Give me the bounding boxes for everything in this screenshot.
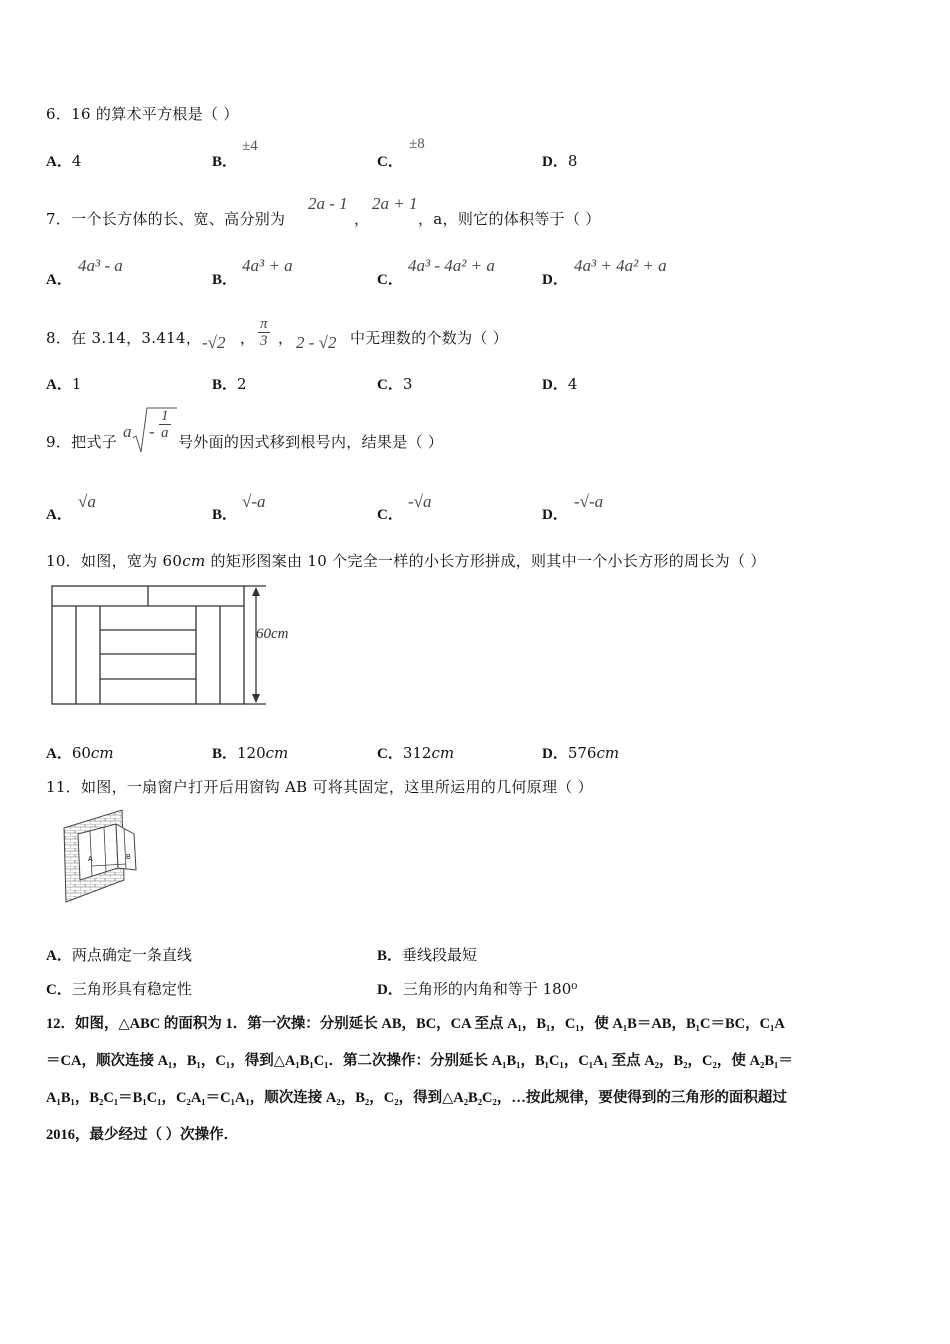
q9-option-c[interactable]: C．	[377, 507, 403, 523]
q9-stem-b: 号外面的因式移到根号内，结果是（ ）	[178, 433, 444, 451]
q8-comma-1: ，	[240, 329, 256, 347]
q6-option-c[interactable]: C．	[377, 154, 403, 170]
q11-stem: 11．如图，一扇窗户打开后用窗钩 AB 可将其固定，这里所运用的几何原理（ ）	[46, 778, 593, 796]
q8-stem-a: 8．在 3.14，3.414，	[46, 329, 202, 347]
q10-option-c[interactable]: C．312𝑐𝑚	[377, 744, 455, 762]
q6-option-a[interactable]: A．4	[46, 152, 82, 170]
q11-point-b-label: B	[126, 854, 131, 861]
q7-separator: ，	[354, 210, 370, 228]
q11-option-b[interactable]: B．垂线段最短	[377, 946, 478, 964]
q9-option-c-value: -√a	[408, 492, 432, 511]
q7-option-c[interactable]: C．	[377, 272, 403, 288]
q11-point-a-label: A	[88, 856, 93, 863]
q8-stem-b: 中无理数的个数为（ ）	[350, 329, 509, 347]
q8-expr-neg-sqrt2: -√2	[202, 333, 226, 352]
q6-option-d[interactable]: D．8	[542, 152, 578, 170]
q11-window-figure	[60, 806, 144, 904]
q10-option-d[interactable]: D．576𝑐𝑚	[542, 744, 620, 762]
q7-option-d[interactable]: D．	[542, 272, 568, 288]
q8-expr-2-minus-sqrt2: 2 - √2	[296, 333, 337, 352]
q11-option-c[interactable]: C．三角形具有稳定性	[46, 980, 192, 998]
q10-rectangle-figure	[48, 582, 308, 708]
window-wall-diagram	[60, 806, 144, 904]
q7-option-a-value: 4a³ - a	[78, 256, 123, 275]
q11-option-d[interactable]: D．三角形的内角和等于 180⁰	[377, 980, 578, 998]
q6-option-b[interactable]: B．	[212, 154, 238, 170]
q6-option-c-value: ±8	[409, 136, 425, 152]
q8-option-b[interactable]: B．2	[212, 375, 247, 393]
q9-option-a[interactable]: A．	[46, 507, 72, 523]
q8-option-c[interactable]: C．3	[377, 375, 413, 393]
q12-line-1: 12．如图，△ABC 的面积为 1．第一次操：分别延长 AB，BC，CA 至点 A₁，B₁，C₁，使 A₁B＝AB，B₁C＝BC，C₁A	[46, 1016, 785, 1032]
q8-option-a[interactable]: A．1	[46, 375, 82, 393]
q8-pi-over-3: $\frac{\pi}{3}$	[260, 316, 268, 349]
q7-option-c-value: 4a³ - 4a² + a	[408, 256, 495, 275]
q9-radical-expression: a - $\frac{1}{a}$	[121, 404, 179, 456]
q9-option-b[interactable]: B．	[212, 507, 238, 523]
q7-stem-b: ，a，则它的体积等于（ ）	[418, 210, 601, 228]
q7-option-d-value: 4a³ + 4a² + a	[574, 256, 667, 275]
q9-option-a-value: √a	[78, 492, 96, 511]
q7-option-b[interactable]: B．	[212, 272, 238, 288]
q10-stem: 10．如图，宽为 60𝑐𝑚 的矩形图案由 10 个完全一样的小长方形拼成，则其中一个小长方形的周长为（ ）	[46, 552, 766, 570]
q12-line-2: ＝CA，顺次连接 A₁，B₁，C₁，得到△A₁B₁C₁．第二次操作：分别延长 A₁B₁，B₁C₁，C₁A₁ 至点 A₂，B₂，C₂，使 A₂B₁＝	[46, 1053, 793, 1069]
q7-option-a[interactable]: A．	[46, 272, 72, 288]
q10-option-a[interactable]: A．60𝑐𝑚	[46, 744, 114, 762]
q7-stem-a: 7．一个长方体的长、宽、高分别为	[46, 210, 286, 228]
q6-option-b-value: ±4	[242, 138, 258, 154]
q9-option-d-value: -√-a	[574, 492, 604, 511]
q10-option-b[interactable]: B．120𝑐𝑚	[212, 744, 289, 762]
q12-line-3: A₁B₁，B₂C₁＝B₁C₁，C₂A₁＝C₁A₁，顺次连接 A₂，B₂，C₂，得到△A₂B₂C₂，…按此规律，要使得到的三角形的面积超过	[46, 1090, 787, 1106]
q9-option-d[interactable]: D．	[542, 507, 568, 523]
q8-option-d[interactable]: D．4	[542, 375, 578, 393]
q7-expr-width: 2a + 1	[372, 194, 418, 213]
q10-width-label: 60cm	[256, 626, 289, 642]
q12-line-4: 2016，最少经过（ ）次操作．	[46, 1127, 239, 1143]
q11-option-a[interactable]: A．两点确定一条直线	[46, 946, 192, 964]
q8-comma-2: ，	[278, 329, 294, 347]
q7-expr-length: 2a - 1	[308, 194, 348, 213]
q6-stem: 6．16 的算术平方根是（ ）	[46, 105, 239, 123]
q9-stem-a: 9．把式子	[46, 433, 118, 451]
q7-option-b-value: 4a³ + a	[242, 256, 293, 275]
rectangle-pattern-diagram	[48, 582, 308, 708]
q9-option-b-value: √-a	[242, 492, 266, 511]
